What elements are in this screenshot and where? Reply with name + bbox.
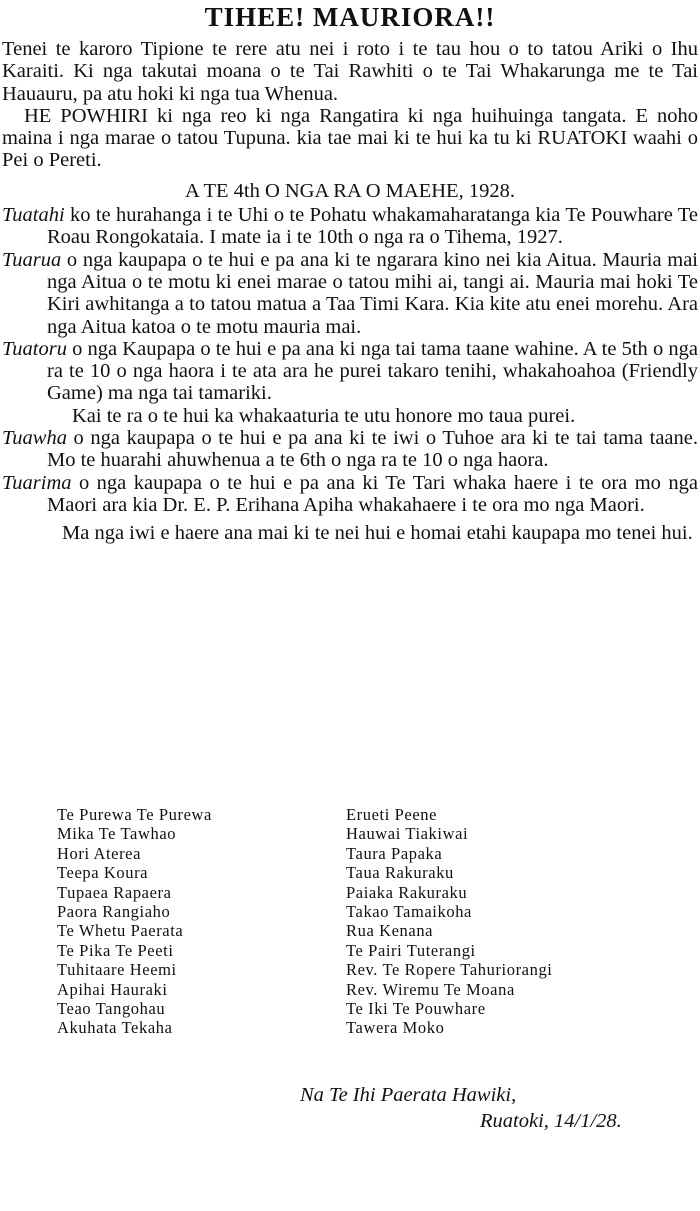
signatory-name: Te Pairi Tuterangi: [346, 940, 476, 960]
signatory-name: Apihai Hauraki: [57, 979, 168, 999]
signatories-left-column: [57, 805, 212, 1038]
signatory-name: Taura Papaka: [346, 843, 443, 863]
item-tuatahi: [2, 204, 698, 249]
signatory-name: Mika Te Tawhao: [57, 824, 177, 844]
signatory-name: Tuhitaare Heemi: [57, 960, 177, 980]
item-lead: Tuatoru: [2, 337, 67, 360]
item-tuatoru: [2, 338, 698, 405]
signatory-name: Paora Rangiaho: [57, 902, 171, 922]
signatory-name: Paiaka Rakuraku: [346, 882, 468, 902]
signatory-name: Erueti Peene: [346, 805, 438, 824]
signatory-name: Tupaea Rapaera: [57, 882, 172, 902]
signatory-name: Teepa Koura: [57, 863, 149, 883]
item-text: o nga kaupapa o te hui e pa ana ki te iwi o Tuhoe ara ki te tai tama taane. Mo te huarahi ahuwhenua a te 6th o nga ra te 10 o nga haora.: [47, 427, 698, 472]
item-text: o nga Kaupapa o te hui e pa ana ki nga tai tama taane wahine. A te 5th o nga ra te 10 o nga haora i te ata ara he purei takaro tenihi, whakahoahoa (Friendly Game) ma nga tai tamariki.: [47, 337, 698, 405]
item-text: o nga kaupapa o te hui e pa ana ki Te Tari whaka haere i te ora mo nga Maori ara kia Dr. E. P. Erihana Apiha whakahaere i te ora mo nga Maori.: [47, 471, 698, 516]
signatory-name: Hori Aterea: [57, 843, 142, 863]
signatory-name: Hauwai Tiakiwai: [346, 824, 469, 844]
document-body: [2, 38, 698, 545]
intro-paragraph-2: HE POWHIRI ki nga reo ki nga Rangatira ki nga huihuinga tangata. E noho maina i nga marae o tatou Tupuna. kia tae mai ki te hui ka tu ki RUATOKI waahi o Pei o Pereti.: [2, 104, 698, 172]
item-lead: Tuarua: [2, 248, 62, 271]
item-lead: Tuarima: [2, 471, 72, 494]
item-lead: Tuawha: [2, 427, 67, 450]
signatories-right-column: [346, 805, 553, 1038]
signatory-name: Rua Kenana: [346, 921, 434, 941]
signatory-name: Takao Tamaikoha: [346, 902, 472, 922]
signatory-name: Tawera Moko: [346, 1018, 445, 1038]
signatory-name: Rev. Te Ropere Tahuriorangi: [346, 960, 553, 980]
signatory-name: Teao Tangohau: [57, 999, 166, 1019]
page-title: TIHEE! MAURIORA!!: [204, 2, 496, 32]
closing-paragraph: Ma nga iwi e haere ana mai ki te nei hui e homai etahi kaupapa mo tenei hui.: [62, 522, 693, 545]
item-tuarua: [2, 249, 698, 338]
signatory-name: Rev. Wiremu Te Moana: [346, 979, 515, 999]
signatory-name: Akuhata Tekaha: [57, 1018, 173, 1038]
item-lead: Tuatahi: [2, 204, 65, 227]
signatory-name: Te Purewa Te Purewa: [57, 805, 212, 824]
signatory-name: Te Pika Te Peeti: [57, 940, 174, 960]
item-tuarima: [2, 472, 698, 517]
signatory-name: Te Whetu Paerata: [57, 921, 184, 941]
item-text: ko te hurahanga i te Uhi o te Pohatu whakamaharatanga kia Te Pouwhare Te Roau Rongokataia. I mate ia i te 10th o nga ra o Tihema, 1927.: [47, 204, 698, 249]
signatory-name: Taua Rakuraku: [346, 863, 454, 883]
signature-block: [300, 1082, 622, 1134]
signature-place-date: Ruatoki, 14/1/28.: [480, 1110, 622, 1132]
date-heading: A TE 4th O NGA RA O MAEHE, 1928.: [185, 179, 515, 202]
item-tuatoru-note: Kai te ra o te hui ka whakaaturia te utu honore mo taua purei.: [72, 404, 576, 427]
signatory-name: Te Iki Te Pouwhare: [346, 999, 486, 1019]
item-tuawha: [2, 427, 698, 472]
item-text: o nga kaupapa o te hui e pa ana ki te ngarara kino nei kia Aitua. Mauria mai nga Aitua o te motu ki enei marae o tatou mihi ai, tangi ai. Mauria mai hoki Te Kiri awhitanga a to tatou matua a Taa Timi Kara. Kia kite atu enei morehu. Ara nga Aitua katoa o te motu mauria mai.: [47, 248, 698, 338]
signature-name: Na Te Ihi Paerata Hawiki,: [300, 1084, 517, 1106]
intro-paragraph-1: Tenei te karoro Tipione te rere atu nei i roto i te tau hou o to tatou Ariki o Ihu Karaiti. Ki nga takutai moana o te Tai Rawhiti o te Tai Whakarunga me te Tai Hauauru, pa atu hoki ki nga tua Whenua.: [2, 38, 698, 105]
